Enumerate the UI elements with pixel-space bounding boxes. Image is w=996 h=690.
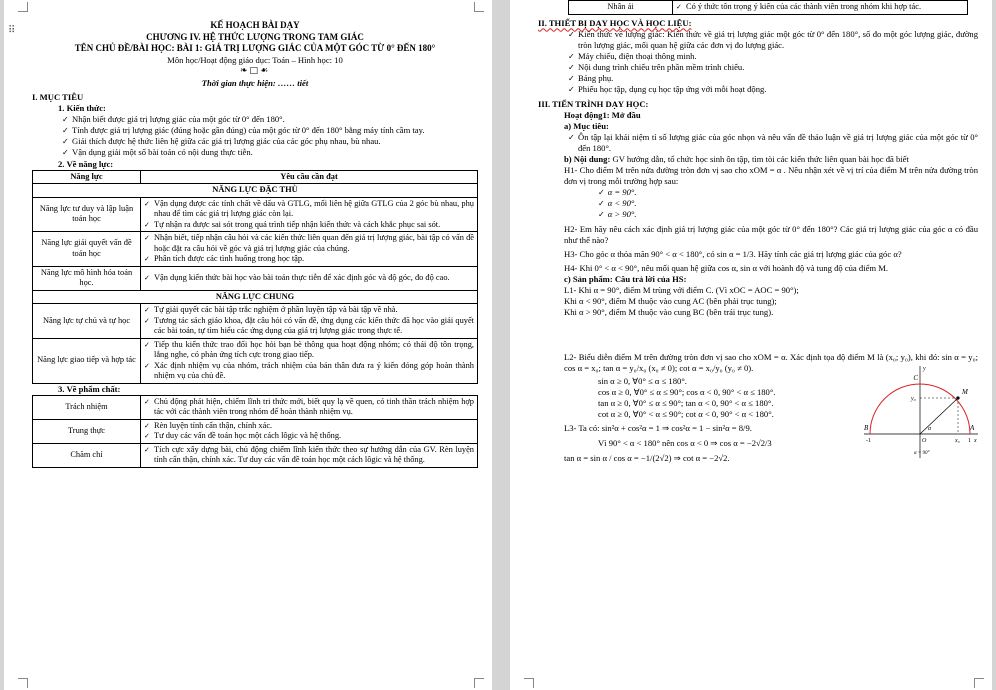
question-h4: H4- Khi 0° < α < 90°, nêu mối quan hệ giữa cos α, sin α với hoành độ và tung độ của điểm M. [564, 262, 889, 273]
goal-heading: a) Mục tiêu: [564, 120, 609, 131]
list-item: ✓ Tính được giá trị lượng giác (đúng hoặc gần đúng) của một góc từ 0° đến 180° bằng máy tính cầm tay. [32, 125, 478, 136]
table-cell [141, 304, 478, 339]
list-item: ✓ α > 90°. [538, 209, 978, 220]
margin-mark [524, 678, 534, 688]
list-item: ✓ Nhận biết được giá trị lượng giác của một góc từ 0° đến 180°. [32, 114, 478, 125]
list-item: ✓ α < 90°. [538, 198, 978, 209]
competence-table [32, 170, 478, 384]
list-item: ✓ Chủ động phát hiện, chiếm lĩnh tri thức mới, biết quy lạ về quen, có tinh thần trách nhiệm hợp tác với các thành viên trong nhóm để hoàn thành nhiệm vụ. [144, 397, 474, 418]
table-section-label: NĂNG LỰC CHUNG [33, 290, 478, 304]
topic-title: TÊN CHỦ ĐỀ/BÀI HỌC: BÀI 1: GIÁ TRỊ LƯỢNG GIÁC CỦA MỘT GÓC TỪ 0° ĐẾN 180° [74, 43, 436, 54]
radius-om [920, 398, 958, 434]
table-cell-label: Chăm chỉ [33, 443, 141, 467]
question-h1: H1- Cho điểm M trên nửa đường tròn đơn vị sao cho xOM = α . Nêu nhận xét về vị trí của điểm M trên nửa đường tròn đơn vị trong mỗi trường hợp sau: [564, 164, 978, 186]
table-cell [673, 1, 968, 15]
document-title: KẾ HOẠCH BÀI DẠY [210, 20, 300, 30]
time-line: Thời gian thực hiện: …… tiết [201, 77, 309, 88]
subsection-heading: 2. Về năng lực: [58, 158, 114, 169]
point-m [956, 396, 959, 399]
table-cell [141, 443, 478, 467]
table-row [33, 266, 478, 290]
list-item: ✓ α = 90°. [538, 187, 978, 198]
label-y0: y₀ [911, 396, 916, 402]
table-row [33, 290, 478, 304]
list-item: ✓ Tự nhận ra được sai sót trong quá trình tiếp nhận kiến thức và cách khắc phục sai sót. [144, 220, 474, 231]
table-row [33, 197, 478, 232]
margin-mark [474, 2, 484, 12]
table-cell [141, 338, 478, 383]
label-y: y [923, 366, 926, 372]
subsection-heading: 1. Kiến thức: [58, 102, 106, 113]
document-page-1 [4, 0, 492, 690]
goal-text: ✓ Ôn tập lại khái niệm tỉ số lượng giác của góc nhọn và nêu vấn đề thảo luận về giá trị lượng giác của một góc từ 0° đến 180°. [538, 132, 978, 154]
table-header: Yêu cầu cần đạt [141, 170, 478, 184]
sign-line: tan α ≥ 0, ∀0° ≤ α ≤ 90°; tan α < 0, 90° < α ≤ 180°. [598, 397, 774, 408]
content-line: b) Nội dung: GV hướng dẫn, tổ chức học sinh ôn tập, tìm tòi các kiến thức liên quan bài học đã biết [564, 153, 909, 164]
document-page-2 [510, 0, 992, 690]
label-m: M [962, 388, 968, 396]
table-cell [141, 395, 478, 419]
list-item: ✓ Vận dụng kiến thức bài học vào bài toán thực tiễn để xác định góc và độ góc, đo độ cao. [144, 273, 474, 284]
table-cell [141, 419, 478, 443]
equipment-list [538, 29, 978, 96]
list-item: ✓ Phân tích được các tình huống trong học tập. [144, 254, 474, 265]
question-h2: H2- Em hãy nêu cách xác định giá trị lượng giác của một góc từ 0° đến 180°? Các giá trị lượng giác của góc α có đầu như thế nào? [564, 223, 978, 245]
list-item: ✓ Tương tác sách giáo khoa, đặt câu hỏi có vấn đề, ứng dụng các kiến thức đã học vào giải quyết các bài toán, tự tìm hiểu các ứng dụng của giá trị lượng giác trong thực tế. [144, 316, 474, 337]
label-x: x [974, 438, 977, 444]
table-cell-label: Năng lực tự chủ và tự học [33, 304, 141, 339]
list-item: ✓ Tư duy các vấn đề toán học một cách lôgic và hệ thống. [144, 431, 474, 442]
table-row [33, 443, 478, 467]
subsection-heading: 3. Về phẩm chất: [58, 383, 121, 394]
table-cell [141, 232, 478, 267]
section-heading: III. TIẾN TRÌNH DẠY HỌC: [538, 98, 649, 109]
label-c: C [913, 374, 918, 382]
list-item: ✓ Giải thích được hệ thức liên hệ giữa các giá trị lượng giác của các góc phụ nhau, bù nhau. [32, 136, 478, 147]
figure-caption: α = 90° [914, 451, 930, 456]
table-cell-label: Năng lực giao tiếp và hợp tác [33, 338, 141, 383]
table-cell-label: Năng lực mô hình hóa toán học. [33, 266, 141, 290]
list-item: ✓ Xác định nhiệm vụ của nhóm, trách nhiệm của bản thân đưa ra ý kiến đóng góp hoàn thành nhiệm vụ của chủ đề. [144, 361, 474, 382]
table-row [33, 395, 478, 419]
question-h3: H3- Cho góc α thỏa mãn 90° < α < 180°, có sin α = 1/3. Hãy tính các giá trị lượng giác của góc α? [564, 248, 902, 259]
table-row [33, 338, 478, 383]
ornament: ❧□☙ [239, 66, 271, 77]
chapter-title: CHƯƠNG IV. HỆ THỨC LƯỢNG TRONG TAM GIÁC [146, 31, 364, 42]
margin-mark [974, 678, 984, 688]
quality-table [32, 395, 478, 468]
label-x0: x₀ [955, 438, 960, 444]
list-item: ✓ Kiến thức về lượng giác: Kiến thức về giá trị lượng giác một góc từ 0° đến 180°, số đo một góc lượng giác, đường tròn lượng giác, mối quan hệ giữa các đơn vị đo lượng giác. [538, 29, 978, 51]
table-row [33, 304, 478, 339]
answer-l2: L2- Biểu diễn điểm M trên đường tròn đơn vị sao cho xOM = α. Xác định tọa độ điểm M là (x₀; y₀), khi đó: sin α = y₀; cos α = x₀; tan α = y₀/x₀ (x₀ ≠ 0); cot α = x₀/y₀ (y₀ ≠ 0). [564, 351, 978, 373]
section-heading: I. MỤC TIÊU [32, 91, 84, 102]
list-item: ✓ Vận dụng giải một số bài toán có nội dung thực tiễn. [32, 147, 478, 158]
list-item: ✓ Tích cực xây dựng bài, chủ động chiếm lĩnh kiến thức theo sự hướng dẫn của GV. Rèn luyện tính cẩn thận, chính xác. Tư duy các vấn đề toán học một cách lôgic và hệ thống. [144, 445, 474, 466]
list-item: ✓ Nhận biết, tiếp nhận câu hỏi và các kiến thức liên quan đến giá trị lượng giác, bài tập có vấn đề hoặc đặt ra câu hỏi về góc và giá trị lượng giác của chúng. [144, 233, 474, 254]
table-section-label: NĂNG LỰC ĐẶC THÙ [33, 184, 478, 198]
label-b: B [864, 424, 869, 432]
list-item: ✓ Bảng phụ. [538, 73, 978, 84]
table-cell-label: Năng lực giải quyết vấn đề toán học [33, 232, 141, 267]
sign-line: cos α ≥ 0, ∀0° ≤ α ≤ 90°; cos α < 0, 90° < α ≤ 180°. [598, 386, 776, 397]
sign-line: cot α ≥ 0, ∀0° < α ≤ 90°; cot α < 0, 90° < α < 180°. [598, 408, 774, 419]
label-alpha: α [928, 426, 932, 432]
table-cell-label: Năng lực tư duy và lập luận toán học [33, 197, 141, 232]
subject-line: Môn học/Hoạt động giáo dục: Toán – Hình học: 10 [167, 55, 343, 66]
answer-line: Khi α < 90°, điểm M thuộc vào cung AC (bên phải trục tung); [564, 295, 777, 306]
table-cell-label: Trung thực [33, 419, 141, 443]
answer-line: Khi α > 90°, điểm M thuộc vào cung BC (bên trái trục tung). [564, 306, 774, 317]
h1-case-list [538, 187, 978, 221]
table-cell-label: Trách nhiệm [33, 395, 141, 419]
list-item: ✓ Nội dung trình chiếu trên phần mềm trình chiếu. [538, 62, 978, 73]
margin-mark [18, 678, 28, 688]
table-cell [141, 266, 478, 290]
label-one: 1 [968, 438, 971, 444]
margin-mark [474, 678, 484, 688]
table-cell [141, 197, 478, 232]
table-header: Năng lực [33, 170, 141, 184]
answer-l1 [538, 285, 838, 318]
list-item: ✓ Phiếu học tập, dụng cụ học tập ứng với mỗi hoạt động. [538, 84, 978, 95]
table-move-handle-icon[interactable]: ⠿ [8, 25, 16, 36]
unit-circle-figure [860, 362, 980, 460]
quality-table-continued [568, 0, 968, 15]
list-item: ✓ Vận dụng được các tính chất về dấu và GTLG, mối liên hệ giữa GTLG của 2 góc bù nhau, phụ nhau để tìm các giá trị lượng giác còn lại. [144, 199, 474, 220]
section-heading: II. THIẾT BỊ DẠY HỌC VÀ HỌC LIỆU: [538, 17, 692, 28]
label-minus-one: -1 [866, 438, 871, 444]
answer-l3-tan: tan α = sin α / cos α = −1/(2√2) ⇒ cot α = −2√2. [564, 452, 730, 463]
list-item: ✓ Tự giải quyết các bài tập trắc nghiệm ở phần luyện tập và bài tập về nhà. [144, 305, 474, 316]
knowledge-list [32, 114, 478, 159]
margin-mark [18, 2, 28, 12]
label-o: O [922, 438, 927, 444]
answer-l3-cos: Vì 90° < α < 180° nên cos α < 0 ⇒ cos α = −2√2/3 [598, 437, 772, 448]
activity-heading: Hoạt động1: Mở đầu [564, 109, 641, 120]
product-heading: c) Sản phẩm: Câu trả lời của HS: [564, 273, 687, 284]
answer-l3: L3- Ta có: sin²α + cos²α = 1 ⇒ cos²α = 1 − sin²α = 8/9. [564, 422, 752, 433]
list-item: ✓ Máy chiếu, điện thoại thông minh. [538, 51, 978, 62]
list-item: ✓ Tiếp thu kiến thức trao đổi học hỏi bạn bè thông qua hoạt động nhóm; có thái độ tôn trọng, lắng nghe, có phản ứng tích cực trong giao tiếp. [144, 340, 474, 361]
table-row [33, 232, 478, 267]
table-row [33, 419, 478, 443]
list-item: ✓ Có ý thức tôn trọng ý kiến của các thành viên trong nhóm khi hợp tác. [676, 2, 964, 13]
list-item: ✓ Rèn luyện tính cẩn thận, chính xác. [144, 421, 474, 432]
answer-line: L1- Khi α = 90°, điểm M trùng với điểm C. (Vì xOC = AOC = 90°); [564, 284, 799, 295]
sign-line: sin α ≥ 0, ∀0° ≤ α ≤ 180°. [598, 375, 687, 386]
table-cell-label: Nhân ái [569, 1, 673, 15]
label-a: A [970, 424, 975, 432]
